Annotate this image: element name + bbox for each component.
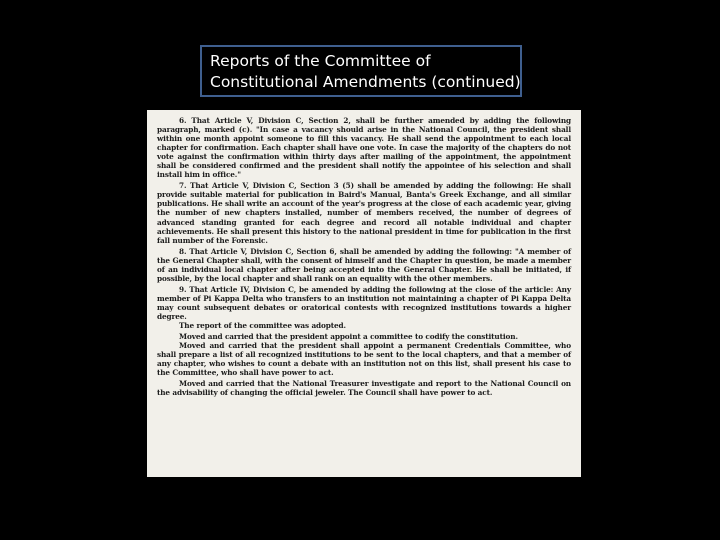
paragraph-codify-motion: Moved and carried that the president appoint a committee to codify the constitution. (179, 332, 518, 342)
slide-title-line-1: Reports of the Committee of (210, 52, 431, 70)
paragraph-item-8: 8. That Article V, Division C, Section 6, shall be amended by adding the following: "A member of the General Chapter shall, with the consent of himself and the Chapter in question, be made a member of an individual local chapter after being accepted into the General Chapter. He shall be initiated, if possible, by the local chapter and shall rank on an equality with the other members. (157, 246, 571, 283)
slide-title-line-2: Constitutional Amendments (continued) (210, 73, 521, 91)
document-scan (147, 110, 581, 477)
paragraph-item-7: 7. That Article V, Division C, Section 3 (5) shall be amended by adding the following: He shall provide suitable material for publication in Baird's Manual, Banta's Greek Exchange, and all similar publications. He shall write an account of the year's progress at the close of each academic year, giving the number of new chapters installed, number of members received, the number of degrees of advanced standing granted for each degree and record all notable individual and chapter achievements. He shall present this history to the national president in time for publication in the first fall number of the Forensic. (157, 181, 571, 245)
paragraph-jeweler-motion: Moved and carried that the National Treasurer investigate and report to the National Council on the advisability of changing the official jeweler. The Council shall have power to act. (157, 379, 571, 398)
paragraph-item-9: 9. That Article IV, Division C, be amended by adding the following at the close of the article: Any member of Pi Kappa Delta who transfers to an institution not maintaining a chapter of Pi Kappa Delta may count subsequent debates or oratorical contests with recognized institutions towards a higher degree. (157, 284, 571, 321)
paragraph-item-6: 6. That Article V, Division C, Section 2, shall be further amended by adding the following paragraph, marked (c). "In case a vacancy should arise in the National Council, the president shall within one month appoint someone to fill this vacancy. He shall send the appointment to each local chapter for confirmation. Each chapter shall have one vote. In case the majority of the chapters do not vote against the confirmation within thirty days after mailing of the appointment, the appointment shall be considered confirmed and the president shall notify the appointee of his selection and shall install him in office." (157, 116, 571, 180)
paragraph-credentials-motion: Moved and carried that the president shall appoint a permanent Credentials Committee, who shall prepare a list of all recognized institutions to be sent to the local chapters, and that a member of any chapter, who wishes to count a debate with an institution not on this list, shall present his case to the Committee, who shall have power to act. (157, 341, 571, 378)
slide-title-box (200, 45, 522, 97)
paragraph-report-adopted: The report of the committee was adopted. (179, 321, 346, 331)
